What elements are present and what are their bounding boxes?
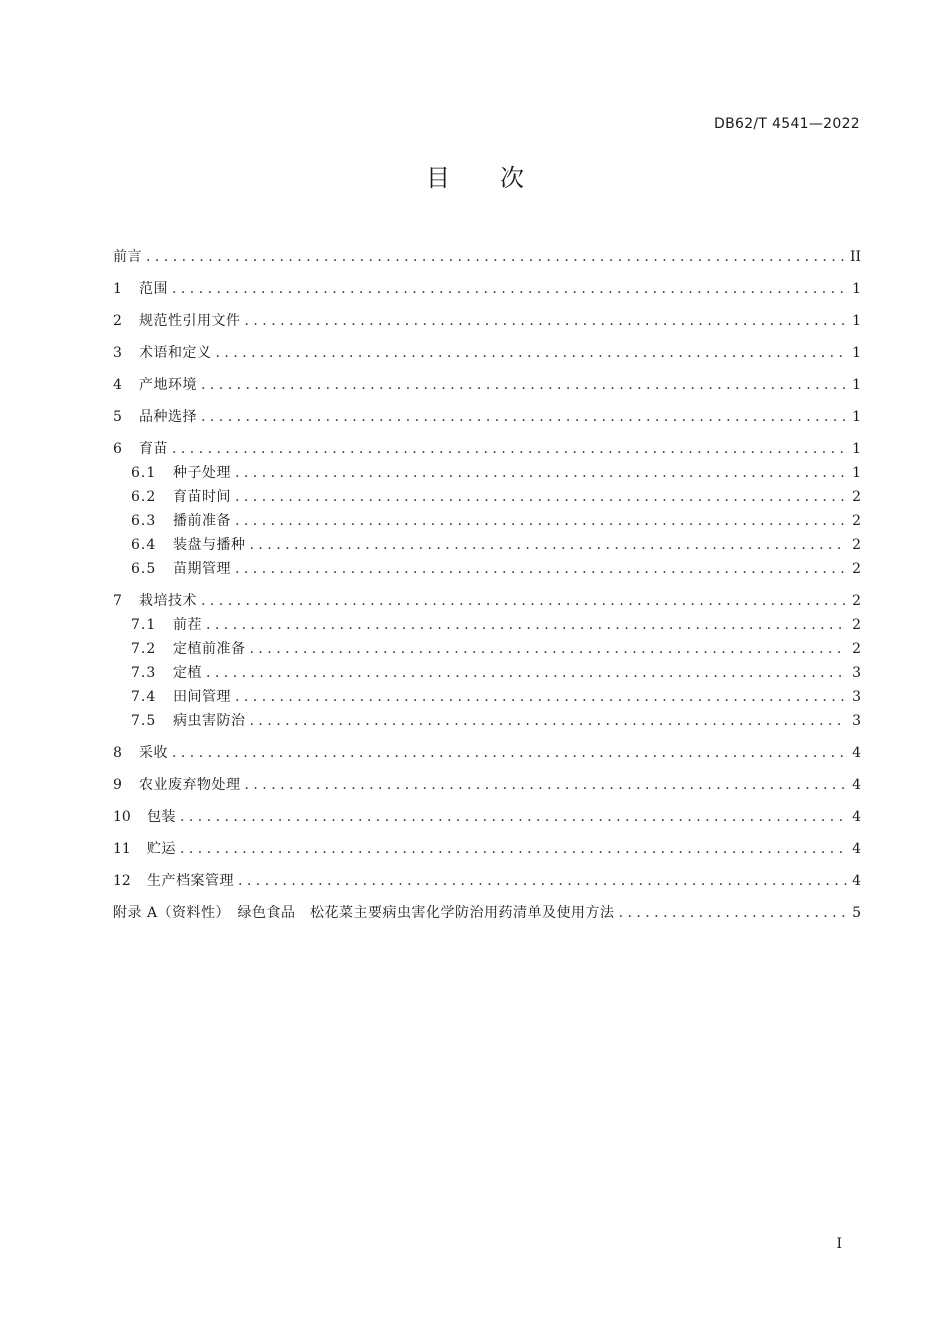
toc-entry-5[interactable] [113, 405, 861, 429]
toc-entry-7-1[interactable] [113, 613, 861, 637]
toc-number: 6.5 [131, 561, 157, 577]
toc-page: 4 [852, 809, 861, 825]
toc-entry-appendix-a[interactable] [113, 901, 861, 925]
toc-page: 3 [852, 689, 861, 705]
dot-leader [201, 589, 847, 613]
dot-leader [250, 637, 848, 661]
toc-page: 4 [852, 745, 861, 761]
toc-label: 育苗时间 [173, 489, 231, 505]
toc-number: 7 [113, 593, 122, 609]
toc-page: 2 [852, 489, 861, 505]
dot-leader [172, 277, 847, 301]
toc-entry-7-2[interactable] [113, 637, 861, 661]
toc-number: 7.2 [131, 641, 157, 657]
dot-leader [235, 509, 847, 533]
toc-label: 产地环境 [139, 377, 197, 393]
toc-label: 术语和定义 [139, 345, 212, 361]
toc-page: 4 [852, 841, 861, 857]
toc-number: 1 [113, 281, 122, 297]
dot-leader [235, 461, 847, 485]
page-title [0, 158, 950, 193]
toc-label: 定植前准备 [173, 641, 246, 657]
toc-number: 6.4 [131, 537, 157, 553]
toc-page: 4 [852, 777, 861, 793]
toc-page: 1 [852, 313, 861, 329]
standard-code: DB62/T 4541—2022 [714, 116, 860, 132]
toc-page: 2 [852, 593, 861, 609]
toc-label: 播前准备 [173, 513, 231, 529]
toc-entry-6-5[interactable] [113, 557, 861, 581]
toc-entry-11[interactable] [113, 837, 861, 861]
page-number: I [836, 1236, 842, 1252]
table-of-contents [113, 245, 861, 925]
toc-label: 前茬 [173, 617, 202, 633]
toc-page: 5 [852, 905, 861, 921]
toc-page: 2 [852, 537, 861, 553]
dot-leader [172, 437, 847, 461]
toc-entry-6-4[interactable] [113, 533, 861, 557]
toc-entry-1[interactable] [113, 277, 861, 301]
toc-label: 田间管理 [173, 689, 231, 705]
toc-page: II [849, 249, 861, 265]
toc-entry-7[interactable] [113, 589, 861, 613]
toc-page: 1 [852, 409, 861, 425]
toc-entry-10[interactable] [113, 805, 861, 829]
toc-label: 贮运 [147, 841, 176, 857]
toc-page: 2 [852, 641, 861, 657]
toc-entry-6-3[interactable] [113, 509, 861, 533]
toc-label: 农业废弃物处理 [139, 777, 241, 793]
dot-leader [619, 901, 847, 925]
dot-leader [201, 373, 847, 397]
toc-label: 前言 [113, 249, 142, 265]
toc-label: 苗期管理 [173, 561, 231, 577]
toc-number: 8 [113, 745, 122, 761]
toc-entry-7-3[interactable] [113, 661, 861, 685]
toc-label: 装盘与播种 [173, 537, 246, 553]
dot-leader [172, 741, 847, 765]
toc-entry-12[interactable] [113, 869, 861, 893]
dot-leader [235, 685, 847, 709]
dot-leader [201, 405, 847, 429]
title-char-1: 目 [426, 164, 450, 192]
toc-label: 定植 [173, 665, 202, 681]
toc-number: 7.5 [131, 713, 157, 729]
toc-entry-2[interactable] [113, 309, 861, 333]
toc-page: 2 [852, 617, 861, 633]
toc-number: 6.3 [131, 513, 157, 529]
toc-number: 6.1 [131, 465, 157, 481]
toc-number: 12 [113, 873, 131, 889]
toc-label: 种子处理 [173, 465, 231, 481]
toc-number: 10 [113, 809, 131, 825]
toc-page: 3 [852, 665, 861, 681]
toc-number: 7.4 [131, 689, 157, 705]
toc-page: 1 [852, 377, 861, 393]
toc-number: 3 [113, 345, 122, 361]
dot-leader [180, 837, 847, 861]
toc-number: 11 [113, 841, 131, 857]
toc-entry-4[interactable] [113, 373, 861, 397]
dot-leader [206, 613, 847, 637]
dot-leader [235, 557, 847, 581]
toc-number: 6.2 [131, 489, 157, 505]
dot-leader [250, 533, 848, 557]
toc-label: 规范性引用文件 [139, 313, 241, 329]
toc-entry-9[interactable] [113, 773, 861, 797]
toc-entry-7-4[interactable] [113, 685, 861, 709]
dot-leader [238, 869, 847, 893]
dot-leader [235, 485, 847, 509]
toc-number: 2 [113, 313, 122, 329]
toc-label: 生产档案管理 [147, 873, 234, 889]
toc-number: 7.1 [131, 617, 157, 633]
toc-page: 2 [852, 513, 861, 529]
toc-label: 品种选择 [139, 409, 197, 425]
toc-entry-foreword[interactable] [113, 245, 861, 269]
toc-page: 1 [852, 281, 861, 297]
toc-page: 2 [852, 561, 861, 577]
toc-page: 1 [852, 441, 861, 457]
toc-label: 病虫害防治 [173, 713, 246, 729]
toc-entry-3[interactable] [113, 341, 861, 365]
toc-number: 6 [113, 441, 122, 457]
toc-number: 7.3 [131, 665, 157, 681]
dot-leader [206, 661, 847, 685]
dot-leader [245, 773, 848, 797]
dot-leader [245, 309, 848, 333]
toc-label: 附录 A（资料性） 绿色食品 松花菜主要病虫害化学防治用药清单及使用方法 [113, 905, 615, 921]
title-char-2: 次 [500, 164, 524, 192]
dot-leader [250, 709, 848, 733]
toc-entry-7-5[interactable] [113, 709, 861, 733]
toc-label: 包装 [147, 809, 176, 825]
toc-page: 4 [852, 873, 861, 889]
toc-entry-6[interactable] [113, 437, 861, 461]
toc-page: 1 [852, 345, 861, 361]
toc-label: 育苗 [139, 441, 168, 457]
dot-leader [216, 341, 848, 365]
toc-page: 3 [852, 713, 861, 729]
toc-label: 范围 [139, 281, 168, 297]
toc-entry-8[interactable] [113, 741, 861, 765]
toc-entry-6-2[interactable] [113, 485, 861, 509]
toc-entry-6-1[interactable] [113, 461, 861, 485]
toc-number: 4 [113, 377, 122, 393]
toc-number: 5 [113, 409, 122, 425]
toc-page: 1 [852, 465, 861, 481]
dot-leader [146, 245, 846, 269]
toc-label: 栽培技术 [139, 593, 197, 609]
toc-number: 9 [113, 777, 122, 793]
toc-label: 采收 [139, 745, 168, 761]
dot-leader [180, 805, 847, 829]
